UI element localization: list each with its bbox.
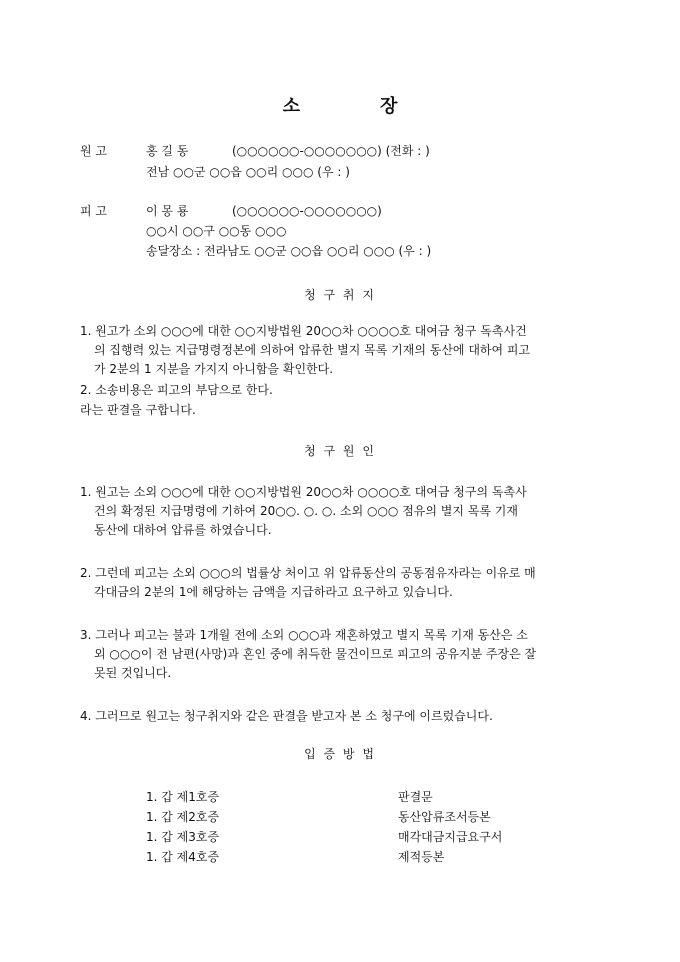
evidence-label-3: 1. 갑 제3호증 bbox=[146, 830, 220, 844]
claim-cause-item-1 bbox=[80, 483, 600, 540]
text-line: 의 집행력 있는 지급명령정본에 의하여 압류한 별지 목록 기재의 동산에 대하여 피고 bbox=[94, 343, 531, 357]
evidence-label-2: 1. 갑 제2호증 bbox=[146, 810, 220, 824]
text-line: 1. 원고는 소외 ○○○에 대한 ○○지방법원 20○○차 ○○○○호 대여금 청구의 독촉사 bbox=[80, 485, 527, 499]
evidence-doc-2: 동산압류조서등본 bbox=[398, 810, 491, 824]
claim-purpose-heading: 청 구 취 지 bbox=[304, 288, 376, 302]
defendant-role: 피 고 bbox=[80, 204, 107, 218]
claim-cause-item-3 bbox=[80, 626, 600, 683]
text-line: 1. 원고가 소외 ○○○에 대한 ○○지방법원 20○○차 ○○○○호 대여금 청구 독촉사건 bbox=[80, 324, 527, 338]
claim-purpose-closing bbox=[80, 401, 600, 420]
document-title bbox=[0, 98, 680, 116]
plaintiff-role: 원 고 bbox=[80, 144, 107, 158]
defendant-name: 이 몽 룡 bbox=[146, 204, 189, 218]
plaintiff-name: 홍 길 동 bbox=[146, 144, 189, 158]
text-line: 외 ○○○이 전 남편(사망)과 혼인 중에 취득한 물건이므로 피고의 공유지분 주장은 잘 bbox=[94, 647, 537, 661]
text-line: 2. 소송비용은 피고의 부담으로 한다. bbox=[80, 383, 273, 397]
evidence-doc-1: 판결문 bbox=[398, 790, 433, 804]
plaintiff-id-phone: (○○○○○○-○○○○○○○) (전화 : ) bbox=[232, 144, 430, 158]
evidence-doc-4: 제적등본 bbox=[398, 850, 445, 864]
text-line: 4. 그러므로 원고는 청구취지와 같은 판결을 받고자 본 소 청구에 이르렀습니다. bbox=[80, 709, 493, 723]
defendant-id: (○○○○○○-○○○○○○○) bbox=[232, 204, 382, 218]
claim-cause-item-4 bbox=[80, 707, 600, 726]
evidence-heading: 입 증 방 법 bbox=[304, 747, 376, 761]
plaintiff-address: 전남 ○○군 ○○읍 ○○리 ○○○ (우 : ) bbox=[146, 165, 350, 179]
claim-cause-heading: 청 구 원 인 bbox=[304, 444, 376, 458]
defendant-service-address: 송달장소 : 전라남도 ○○군 ○○읍 ○○리 ○○○ (우 : ) bbox=[146, 244, 432, 258]
title-char-right: 장 bbox=[380, 96, 398, 117]
evidence-label-4: 1. 갑 제4호증 bbox=[146, 850, 220, 864]
evidence-label-1: 1. 갑 제1호증 bbox=[146, 790, 220, 804]
claim-purpose-item-2 bbox=[80, 381, 600, 400]
text-line: 못된 것입니다. bbox=[94, 666, 172, 680]
text-line: 각대금의 2분의 1에 해당하는 금액을 지급하라고 요구하고 있습니다. bbox=[94, 585, 453, 599]
text-line: 건의 확정된 지급명령에 기하여 20○○. ○. ○. 소외 ○○○ 점유의 별지 목록 기재 bbox=[94, 504, 518, 518]
evidence-doc-3: 매각대금지급요구서 bbox=[398, 830, 503, 844]
claim-cause-item-2 bbox=[80, 564, 600, 602]
title-char-left: 소 bbox=[282, 96, 300, 117]
text-line: 3. 그러나 피고는 불과 1개월 전에 소외 ○○○과 재혼하였고 별지 목록 기재 동산은 소 bbox=[80, 628, 528, 642]
text-line: 2. 그런데 피고는 소외 ○○○의 법률상 처이고 위 압류동산의 공동점유자라는 이유로 매 bbox=[80, 566, 536, 580]
text-line: 가 2분의 1 지분을 가지지 아니함을 확인한다. bbox=[94, 362, 334, 376]
claim-purpose-item-1 bbox=[80, 322, 600, 379]
text-line: 라는 판결을 구합니다. bbox=[80, 403, 196, 417]
defendant-address: ○○시 ○○구 ○○동 ○○○ bbox=[146, 224, 287, 238]
text-line: 동산에 대하여 압류를 하였습니다. bbox=[94, 523, 272, 537]
